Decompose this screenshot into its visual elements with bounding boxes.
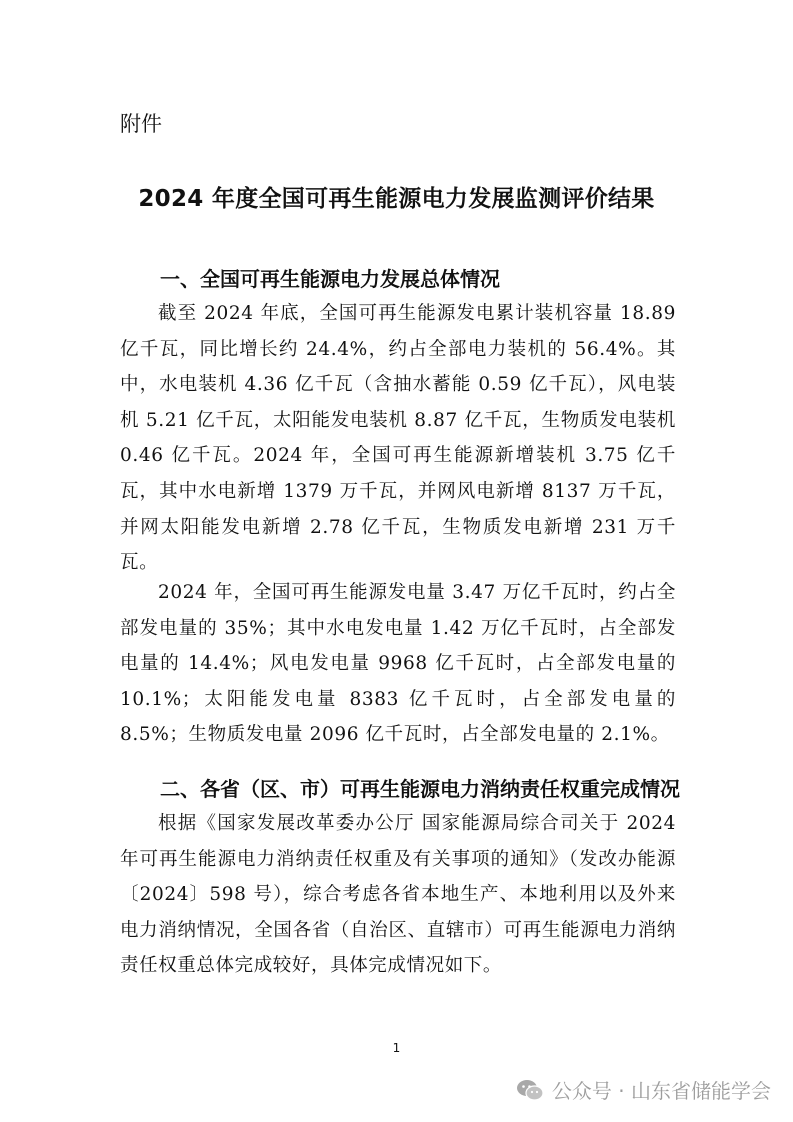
page-number: 1: [392, 1041, 401, 1055]
section-heading-1: 一、全国可再生能源电力发展总体情况: [160, 267, 500, 291]
document-title: 2024 年度全国可再生能源电力发展监测评价结果: [138, 186, 655, 212]
attachment-label: 附件: [120, 112, 162, 136]
wechat-icon: [516, 1078, 544, 1102]
watermark-text: 公众号 · 山东省储能学会: [551, 1079, 771, 1103]
paragraph-capacity: 截至 2024 年底，全国可再生能源发电累计装机容量 18.89 亿千瓦，同比增长约 24.4%，约占全部电力装机的 56.4%。其中，水电装机 4.36 亿千瓦（含抽水蓄能 0.59 亿千瓦），风电装机 5.21 亿千瓦，太阳能发电装机 8.87 亿千瓦，生物质发电装机 0.46 亿千瓦。2024 年，全国可再生能源新增装机 3.75 亿千瓦，其中水电新增 1379 万千瓦，并网风电新增 8137 万千瓦，并网太阳能发电新增 2.78 亿千瓦，生物质发电新增 231 万千瓦。: [120, 303, 676, 574]
paragraph-consumption: 根据《国家发展改革委办公厅 国家能源局综合司关于 2024 年可再生能源电力消纳责任权重及有关事项的通知》（发改办能源〔2024〕598 号），综合考虑各省本地生产、本地利用以及外来电力消纳情况，全国各省（自治区、直辖市）可再生能源电力消纳责任权重总体完成较好，具体完成情况如下。: [120, 813, 676, 977]
watermark: [516, 1075, 771, 1104]
paragraph-generation: 2024 年，全国可再生能源发电量 3.47 万亿千瓦时，约占全部发电量的 35%；其中水电发电量 1.42 万亿千瓦时，占全部发电量的 14.4%；风电发电量 9968 亿千瓦时，占全部发电量的 10.1%；太阳能发电量 8383 亿千瓦时，占全部发电量的 8.5%；生物质发电量 2096 亿千瓦时，占全部发电量的 2.1%。: [120, 582, 676, 746]
section-heading-2: 二、各省（区、市）可再生能源电力消纳责任权重完成情况: [160, 777, 680, 801]
